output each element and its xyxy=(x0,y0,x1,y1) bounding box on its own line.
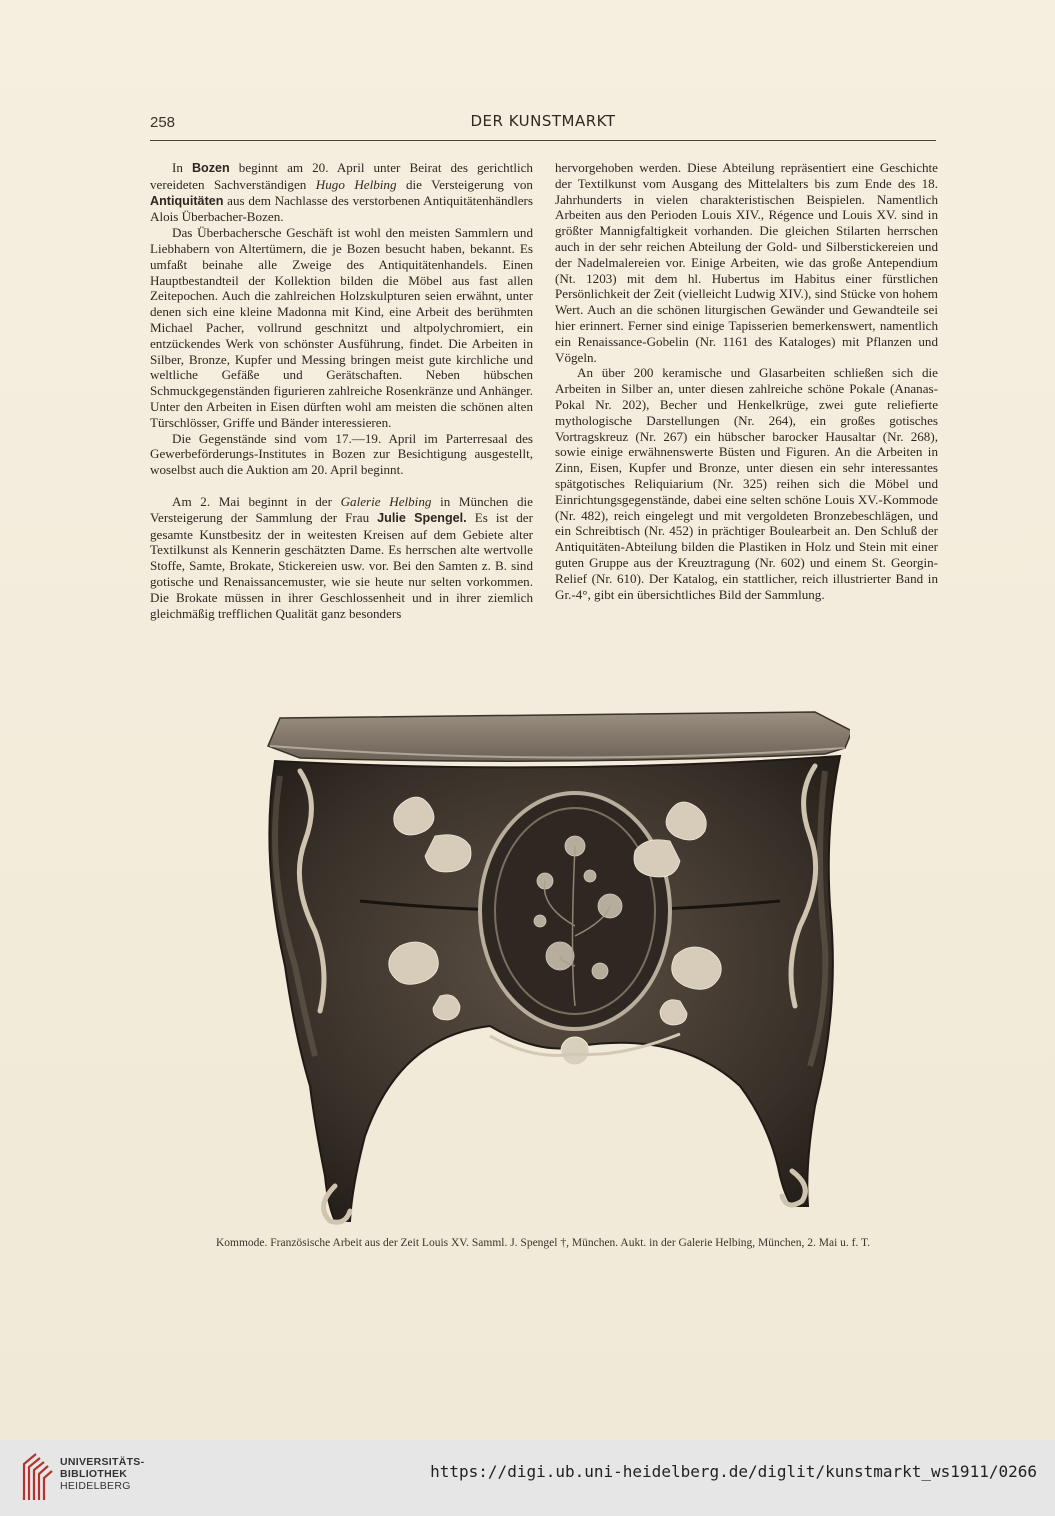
logo-line-2: BIBLIOTHEK xyxy=(60,1468,128,1480)
paragraph-ueberbacher: Das Überbachersche Geschäft ist wohl den meisten Sammlern und Liebhabern von Altertümern, die je Bozen besucht haben, bekannt. Es umfaßt beinahe alle Zweige des Antiquitätenhandels. Einen Hauptbestandteil der Kollektion bilden die Möbel aus fast allen Zeitepochen. Auch die zahlreichen Holzskulpturen seien erwähnt, unter denen sich eine kleine Madonna mit Kind, eine Arbeit des berühmten Michael Pacher, vollrund geschnitzt und altpolychromiert, ein entzückendes Werk von schönster Ausführung, findet. Die Arbeiten in Silber, Bronze, Kupfer und Messing bringen meist gute kirchliche und weltliche Gefäße und Gerätschaften. Neben hübschen Schmuckgegenständen figurieren zahlreiche Rosenkränze und Anhänger. Unter den Arbeiten in Eisen dürften wohl am meisten die schönen alten Türschlösser, Griffe und Bänder interessieren. xyxy=(150,225,533,430)
page-header xyxy=(150,112,936,141)
commode-photograph xyxy=(240,706,850,1226)
library-logo-text[interactable] xyxy=(60,1456,144,1492)
paragraph-ceramics: An über 200 keramische und Glasarbeiten schließen sich die Arbeiten in Silber an, unter diesen zahlreiche schöne Pokale (Ananas-Pokal Nr. 202), Becher und Henkelkrüge, zwei gute reliefierte mythologische Darstellungen (Nr. 264), ein großes gotisches Vortragskreuz (Nr. 267) ein hübscher barocker Hausaltar (Nr. 268), sowie einige erwähnenswerte Büsten und Figuren. An die Arbeiten in Zinn, Eisen, Kupfer und Bronze, unter diesen ein sehr interessantes spätgotisches Reliquiarium (Nr. 325) reihen sich die Möbel und Einrichtungsgegenstände, dabei eine selten schöne Louis XV.-Kommode (Nr. 482), reich eingelegt und mit vergoldeten Bronzebeschlägen, und ein Schreibtisch (Nr. 452) in prächtiger Boulearbeit an. Den Schluß der Antiquitäten-Abteilung bilden die Plastiken in Holz und Stein mit einer guten Gruppe aus der Kreuztragung (Nr. 602) und einem St. Georgin-Relief (Nr. 610). Der Katalog, ein stattlicher, reich illustrierter Band in Gr.-4°, gibt ein übersichtliches Bild der Sammlung. xyxy=(555,365,938,602)
logo-line-3: HEIDELBERG xyxy=(60,1480,131,1492)
paragraph-exhibition: Die Gegenstände sind vom 17.—19. April im Parterresaal des Gewerbeförderungs-Institutes in Bozen zur Besichtigung ausgestellt, woselbst auch die Auktion am 20. April beginnt. xyxy=(150,430,533,478)
running-title: DER KUNSTMARKT xyxy=(470,112,616,130)
permalink-url[interactable]: https://digi.ub.uni-heidelberg.de/diglit/kunstmarkt_ws1911/0266 xyxy=(430,1462,1037,1481)
left-text-column xyxy=(150,160,533,621)
paragraph-spengel: Am 2. Mai beginnt in der Galerie Helbing in München die Versteigerung der Sammlung der Frau Julie Spengel. Es ist der gesamte Kunstbesitz der in weitesten Kreisen auf dem Gebiete alter Textilkunst als Kennerin geschätzten Dame. Es herrschen alte wertvolle Stoffe, Samte, Brokate, Stickereien usw. vor. Bei den Samten z. B. sind gotische und Renaissancemuster, wie sie heute nur selten vorkommen. Die Brokate müssen in ihrer Geschlossenheit und in ihrer ziemlich gleichmäßig trefflichen Qualität ganz besonders xyxy=(150,493,533,621)
figure-caption: Kommode. Französische Arbeit aus der Zeit Louis XV. Samml. J. Spengel †, München. Aukt. in der Galerie Helbing, München, 2. Mai u. f. T. xyxy=(215,1237,871,1249)
paragraph-bozen: In Bozen beginnt am 20. April unter Beirat des gerichtlich vereideten Sachverständigen Hugo Helbing die Versteigerung von Antiquitäten aus dem Nachlasse des verstorbenen Antiquitätenhändlers Alois Überbacher-Bozen. xyxy=(150,160,533,225)
library-logo-icon[interactable] xyxy=(20,1450,54,1502)
logo-line-1: UNIVERSITÄTS- xyxy=(60,1456,145,1468)
right-text-column xyxy=(555,160,938,602)
paragraph-textiles: hervorgehoben werden. Diese Abteilung repräsentiert eine Geschichte der Textilkunst vom Ausgang des Mittelalters bis zum Ende des 18. Jahrhunderts in vielen charakteristischen Beispielen. Namentlich Arbeiten aus den Perioden Louis XIV., Régence und Louis XV. sind in größter Mannigfaltigkeit vorhanden. Die gleichen Stilarten herrschen auch in der sehr reichen Abteilung der Gold- und Silberstickereien und der Nadelmalereien vor. Einige Arbeiten, wie das große Antependium (Nt. 1203) mit dem hl. Hubertus im Habitus einer fürstlichen Persönlichkeit der Zeit (vielleicht Ludwig XIV.), sind Stücke von hohem Wert. Auch an die schönen liturgischen Gewänder und Gewandteile sei hier erinnert. Ferner sind einige Tapisserien bemerkenswert, namentlich ein Renaissance-Gobelin (Nr. 1161 des Kataloges) mit Pflanzen und Vögeln. xyxy=(555,160,938,365)
viewer-footer xyxy=(0,1440,1055,1516)
page-number: 258 xyxy=(150,114,176,131)
